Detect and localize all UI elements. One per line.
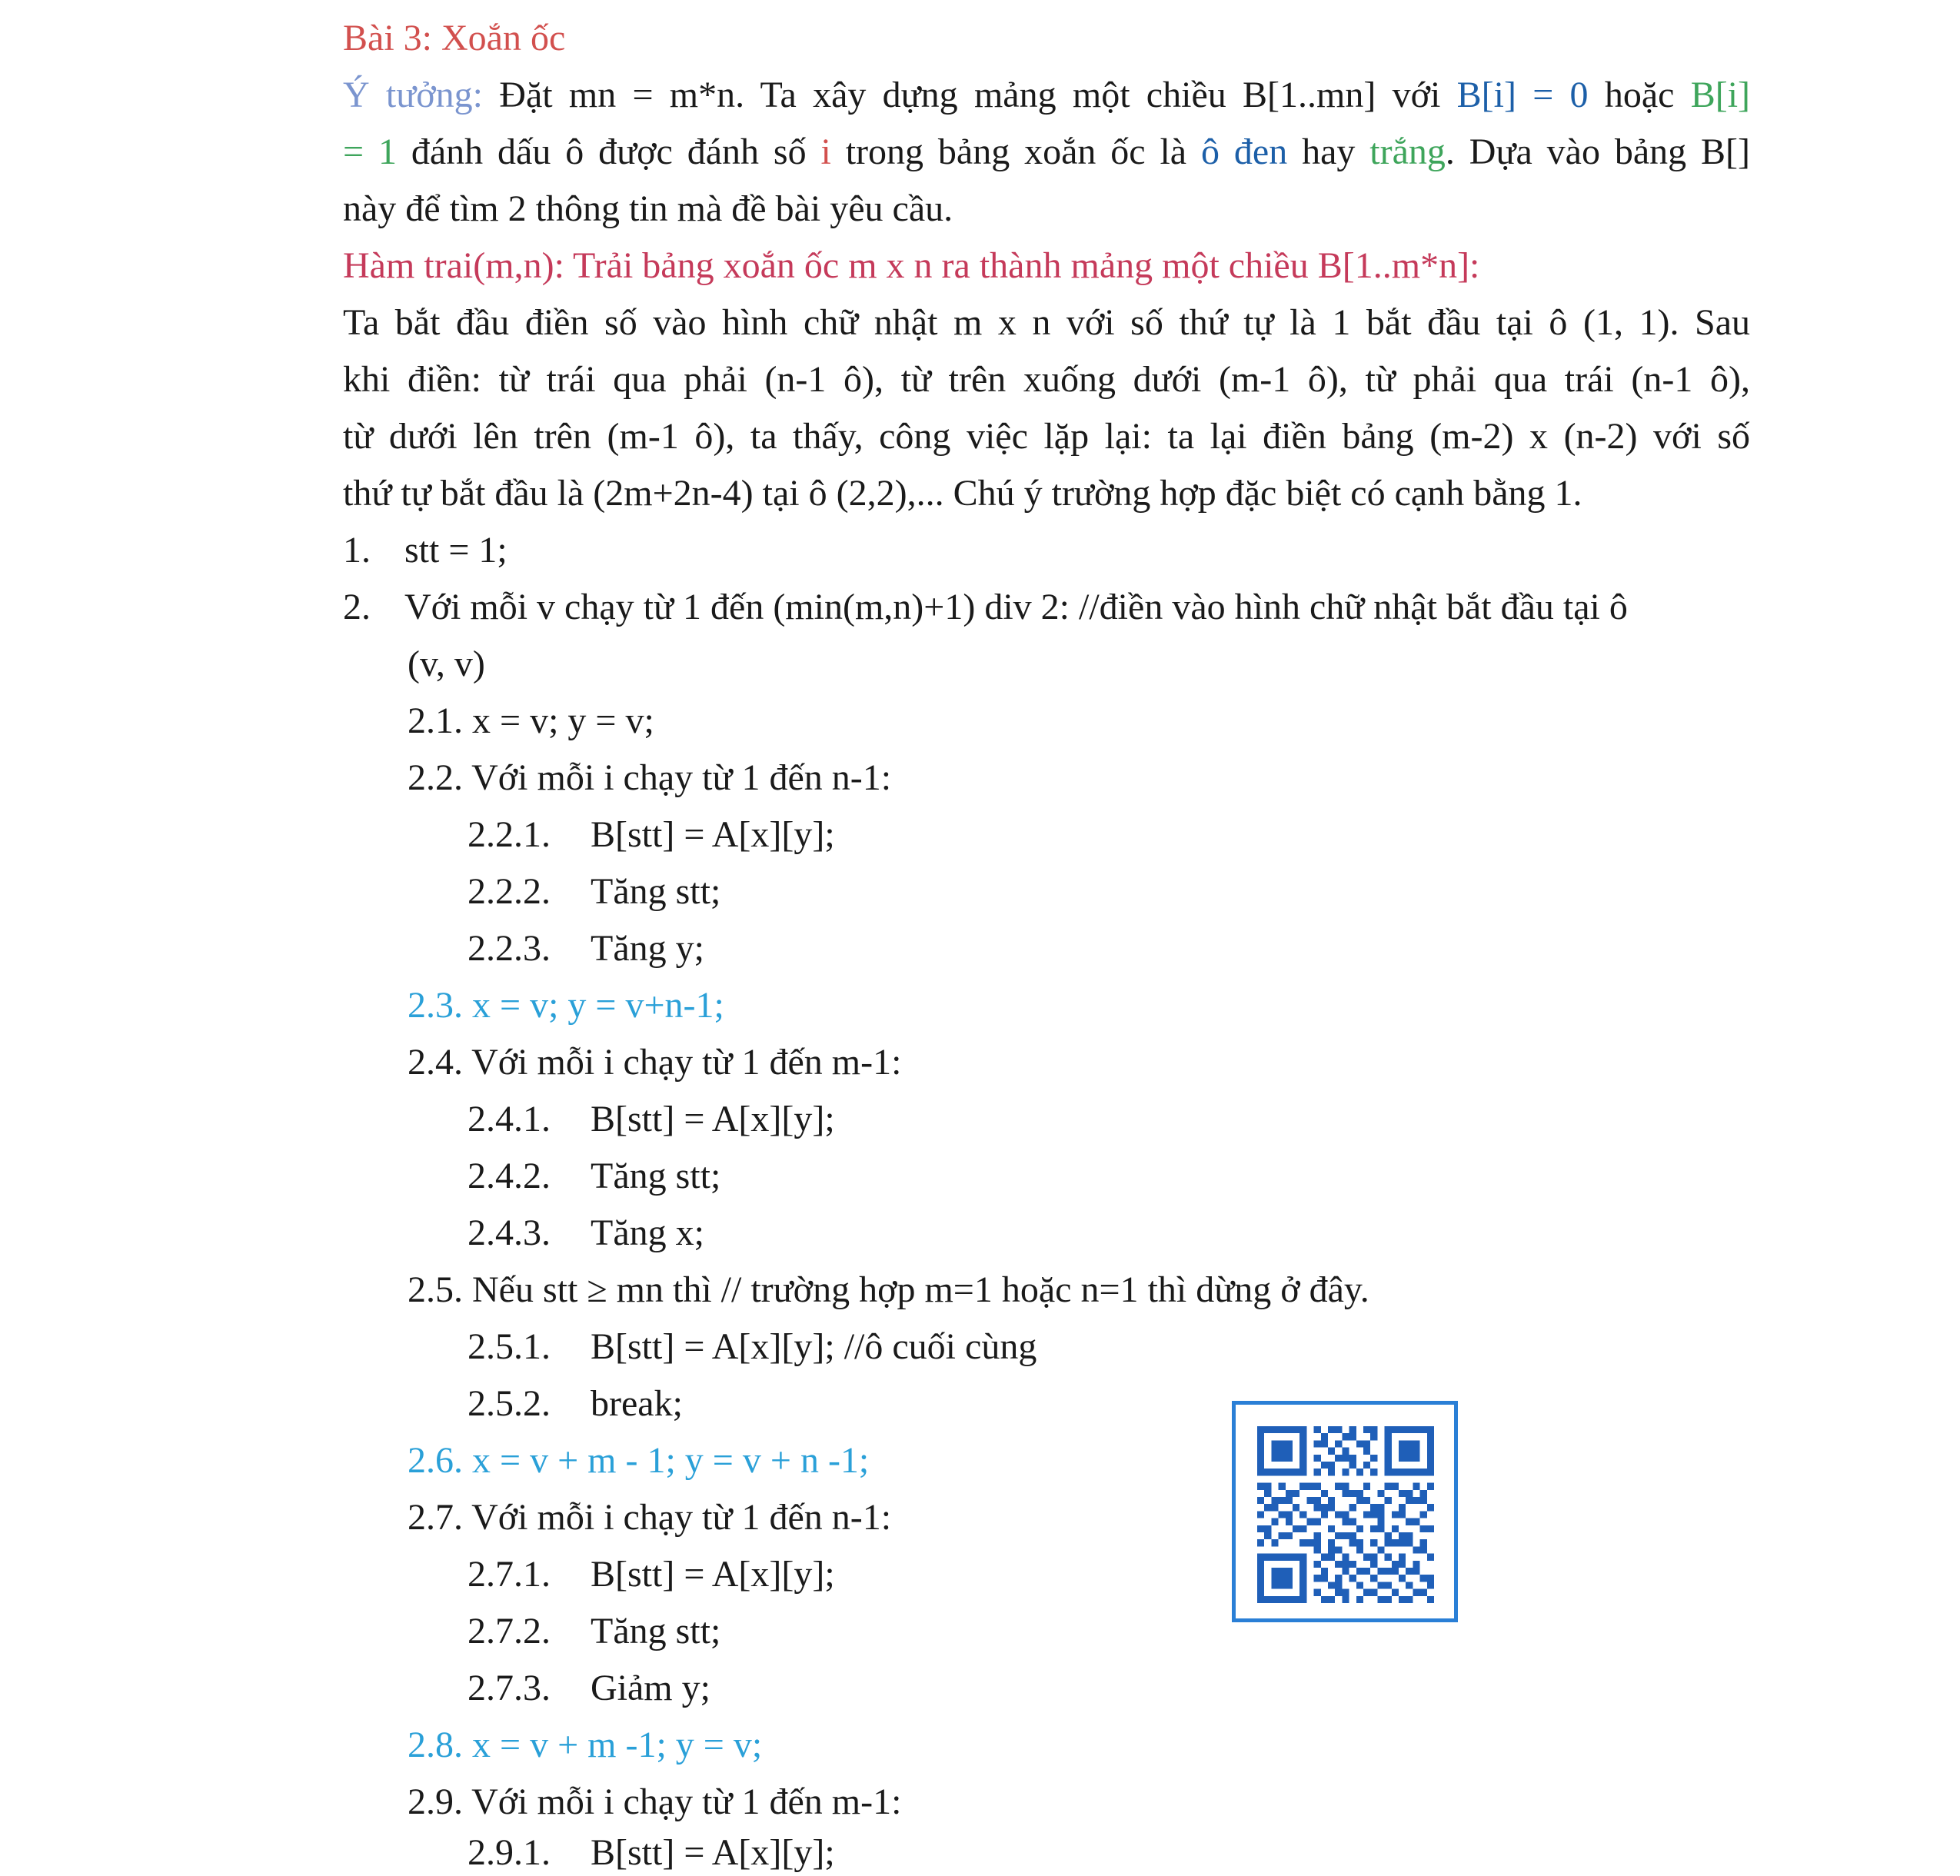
step-2-9: 2.9. Với mỗi i chạy từ 1 đến m-1: [408,1781,902,1822]
paragraph-line-3: từ dưới lên trên (m-1 ô), ta thấy, công việc lặp lại: ta lại điền bảng (m-2) x (n-2) với số [343,416,1750,457]
step-2-1: 2.1. x = v; y = v; [408,700,654,741]
step-2-9-1: 2.9.1. B[stt] = A[x][y]; [468,1832,835,1873]
step-2-2-2: 2.2.2. Tăng stt; [468,871,721,912]
idea-line-3: này để tìm 2 thông tin mà đề bài yêu cầu. [343,188,953,229]
step-1: 1. stt = 1; [343,530,507,570]
step-2-3: 2.3. x = v; y = v+n-1; [408,985,724,1026]
paragraph-line-1: Ta bắt đầu điền số vào hình chữ nhật m x n với số thứ tự là 1 bắt đầu tại ô (1, 1). Sau [343,302,1750,343]
step-2-2-1: 2.2.1. B[stt] = A[x][y]; [468,814,835,855]
step-2-7-3: 2.7.3. Giảm y; [468,1668,710,1708]
step-2-2: 2.2. Với mỗi i chạy từ 1 đến n-1: [408,757,892,798]
idea-label: Ý tưởng: [343,75,484,115]
black-cell-text: ô đen [1201,131,1288,172]
step-2-4-2: 2.4.2. Tăng stt; [468,1156,721,1196]
step-2-2-3: 2.2.3. Tăng y; [468,928,704,969]
step-2-5-1: 2.5.1. B[stt] = A[x][y]; //ô cuối cùng [468,1326,1037,1367]
function-heading: Hàm trai(m,n): Trải bảng xoắn ốc m x n ra thành mảng một chiều B[1..m*n]: [343,245,1480,286]
step-2-4-1: 2.4.1. B[stt] = A[x][y]; [468,1099,835,1139]
b-equals-zero: B[i] = 0 [1456,75,1589,115]
idea-line-1: Ý tưởng: Đặt mn = m*n. Ta xây dựng mảng một chiều B[1..mn] với B[i] = 0 hoặc B[i] [343,75,1751,115]
step-2: 2. Với mỗi v chạy từ 1 đến (min(m,n)+1) div 2: //điền vào hình chữ nhật bắt đầu tại ô [343,587,1628,627]
step-2-4: 2.4. Với mỗi i chạy từ 1 đến m-1: [408,1042,902,1083]
b-equals-one: = 1 [343,131,397,172]
paragraph-line-2: khi điền: từ trái qua phải (n-1 ô), từ trên xuống dưới (m-1 ô), từ phải qua trái (n-1 ô), [343,359,1750,400]
white-cell-text: trắng [1369,131,1446,172]
step-2-4-3: 2.4.3. Tăng x; [468,1212,704,1253]
idea-line-2: = 1 đánh dấu ô được đánh số i trong bảng xoắn ốc là ô đen hay trắng. Dựa vào bảng B[] [343,131,1751,172]
step-2-continuation: (v, v) [408,644,485,684]
step-2-6: 2.6. x = v + m - 1; y = v + n -1; [408,1440,870,1481]
step-2-7-2: 2.7.2. Tăng stt; [468,1611,721,1651]
index-i: i [820,131,831,172]
step-2-7: 2.7. Với mỗi i chạy từ 1 đến n-1: [408,1497,892,1538]
qr-code-icon [1257,1426,1434,1603]
b-i-label: B[i] [1690,75,1751,115]
qr-code[interactable] [1232,1401,1458,1622]
step-2-7-1: 2.7.1. B[stt] = A[x][y]; [468,1554,835,1595]
step-2-5: 2.5. Nếu stt ≥ mn thì // trường hợp m=1 hoặc n=1 thì dừng ở đây. [408,1269,1369,1310]
exercise-title: Bài 3: Xoắn ốc [343,18,566,58]
paragraph-line-4: thứ tự bắt đầu là (2m+2n-4) tại ô (2,2),... Chú ý trường hợp đặc biệt có cạnh bằng 1. [343,473,1582,514]
step-2-8: 2.8. x = v + m -1; y = v; [408,1725,763,1765]
step-2-5-2: 2.5.2. break; [468,1383,683,1424]
